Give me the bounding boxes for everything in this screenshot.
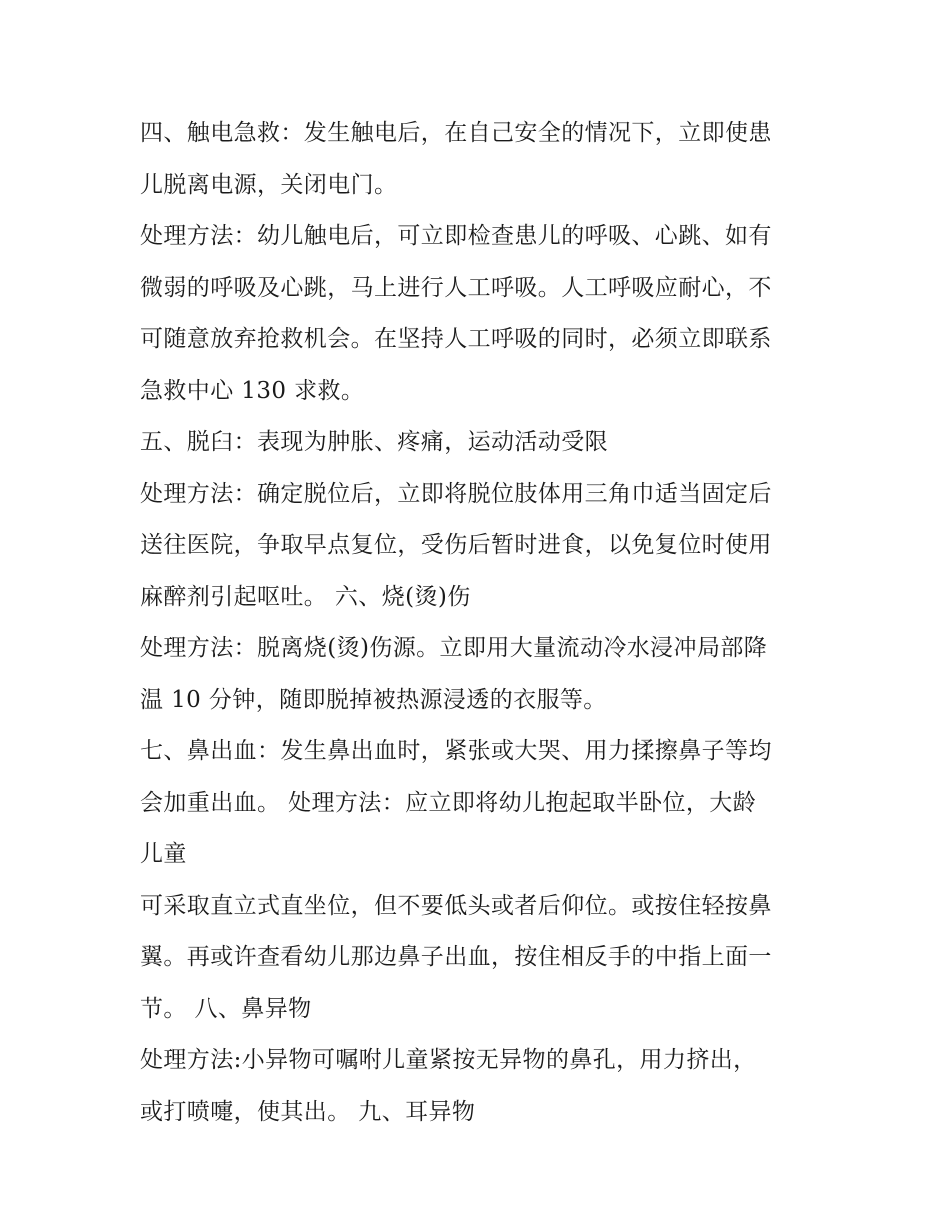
text-line-16: 可采取直立式直坐位，但不要低头或者后仰位。或按住轻按鼻 — [140, 892, 772, 919]
text-line-14: 会加重出血。 处理方法：应立即将幼儿抱起取半卧位，大龄 — [140, 789, 757, 816]
text-line-5: 可随意放弃抢救机会。在坚持人工呼吸的同时，必须立即联系 — [140, 326, 772, 352]
text-line-9: 送往医院，争取早点复位，受伤后暂时进食，以免复位时使用 — [140, 532, 772, 558]
text-line-2: 儿脱离电源，关闭电门。 — [140, 171, 398, 198]
text-line-4: 微弱的呼吸及心跳，马上进行人工呼吸。人工呼吸应耐心，不 — [140, 274, 772, 301]
text-line-11: 处理方法：脱离烧(烫)伤源。立即用大量流动冷水浸冲局部降 — [140, 635, 768, 661]
text-line-20: 或打喷嚏，使其出。 九、耳异物 — [140, 1098, 476, 1125]
text-line-18: 节。 八、鼻异物 — [140, 995, 312, 1022]
text-line-6: 急救中心 130 求救。 — [140, 377, 365, 404]
text-line-8: 处理方法：确定脱位后，立即将脱位肢体用三角巾适当固定后 — [140, 480, 772, 507]
text-line-12: 温 10 分钟，随即脱掉被热源浸透的衣服等。 — [140, 686, 607, 713]
text-line-1: 四、触电急救：发生触电后，在自己安全的情况下，立即使患 — [140, 120, 772, 146]
text-line-15: 儿童 — [140, 841, 187, 867]
text-line-13: 七、鼻出血：发生鼻出血时，紧张或大哭、用力揉擦鼻子等均 — [140, 738, 772, 764]
document-body — [140, 108, 820, 1138]
text-line-17: 翼。再或许查看幼儿那边鼻子出血，按住相反手的中指上面一 — [140, 944, 772, 970]
text-line-19: 处理方法:小异物可嘱咐儿童紧按无异物的鼻孔，用力挤出， — [140, 1047, 757, 1073]
text-line-10: 麻醉剂引起呕吐。 六、烧(烫)伤 — [140, 583, 471, 610]
text-line-7: 五、脱臼：表现为肿胀、疼痛，运动活动受限 — [140, 429, 608, 455]
text-line-3: 处理方法：幼儿触电后，可立即检查患儿的呼吸、心跳、如有 — [140, 223, 772, 249]
